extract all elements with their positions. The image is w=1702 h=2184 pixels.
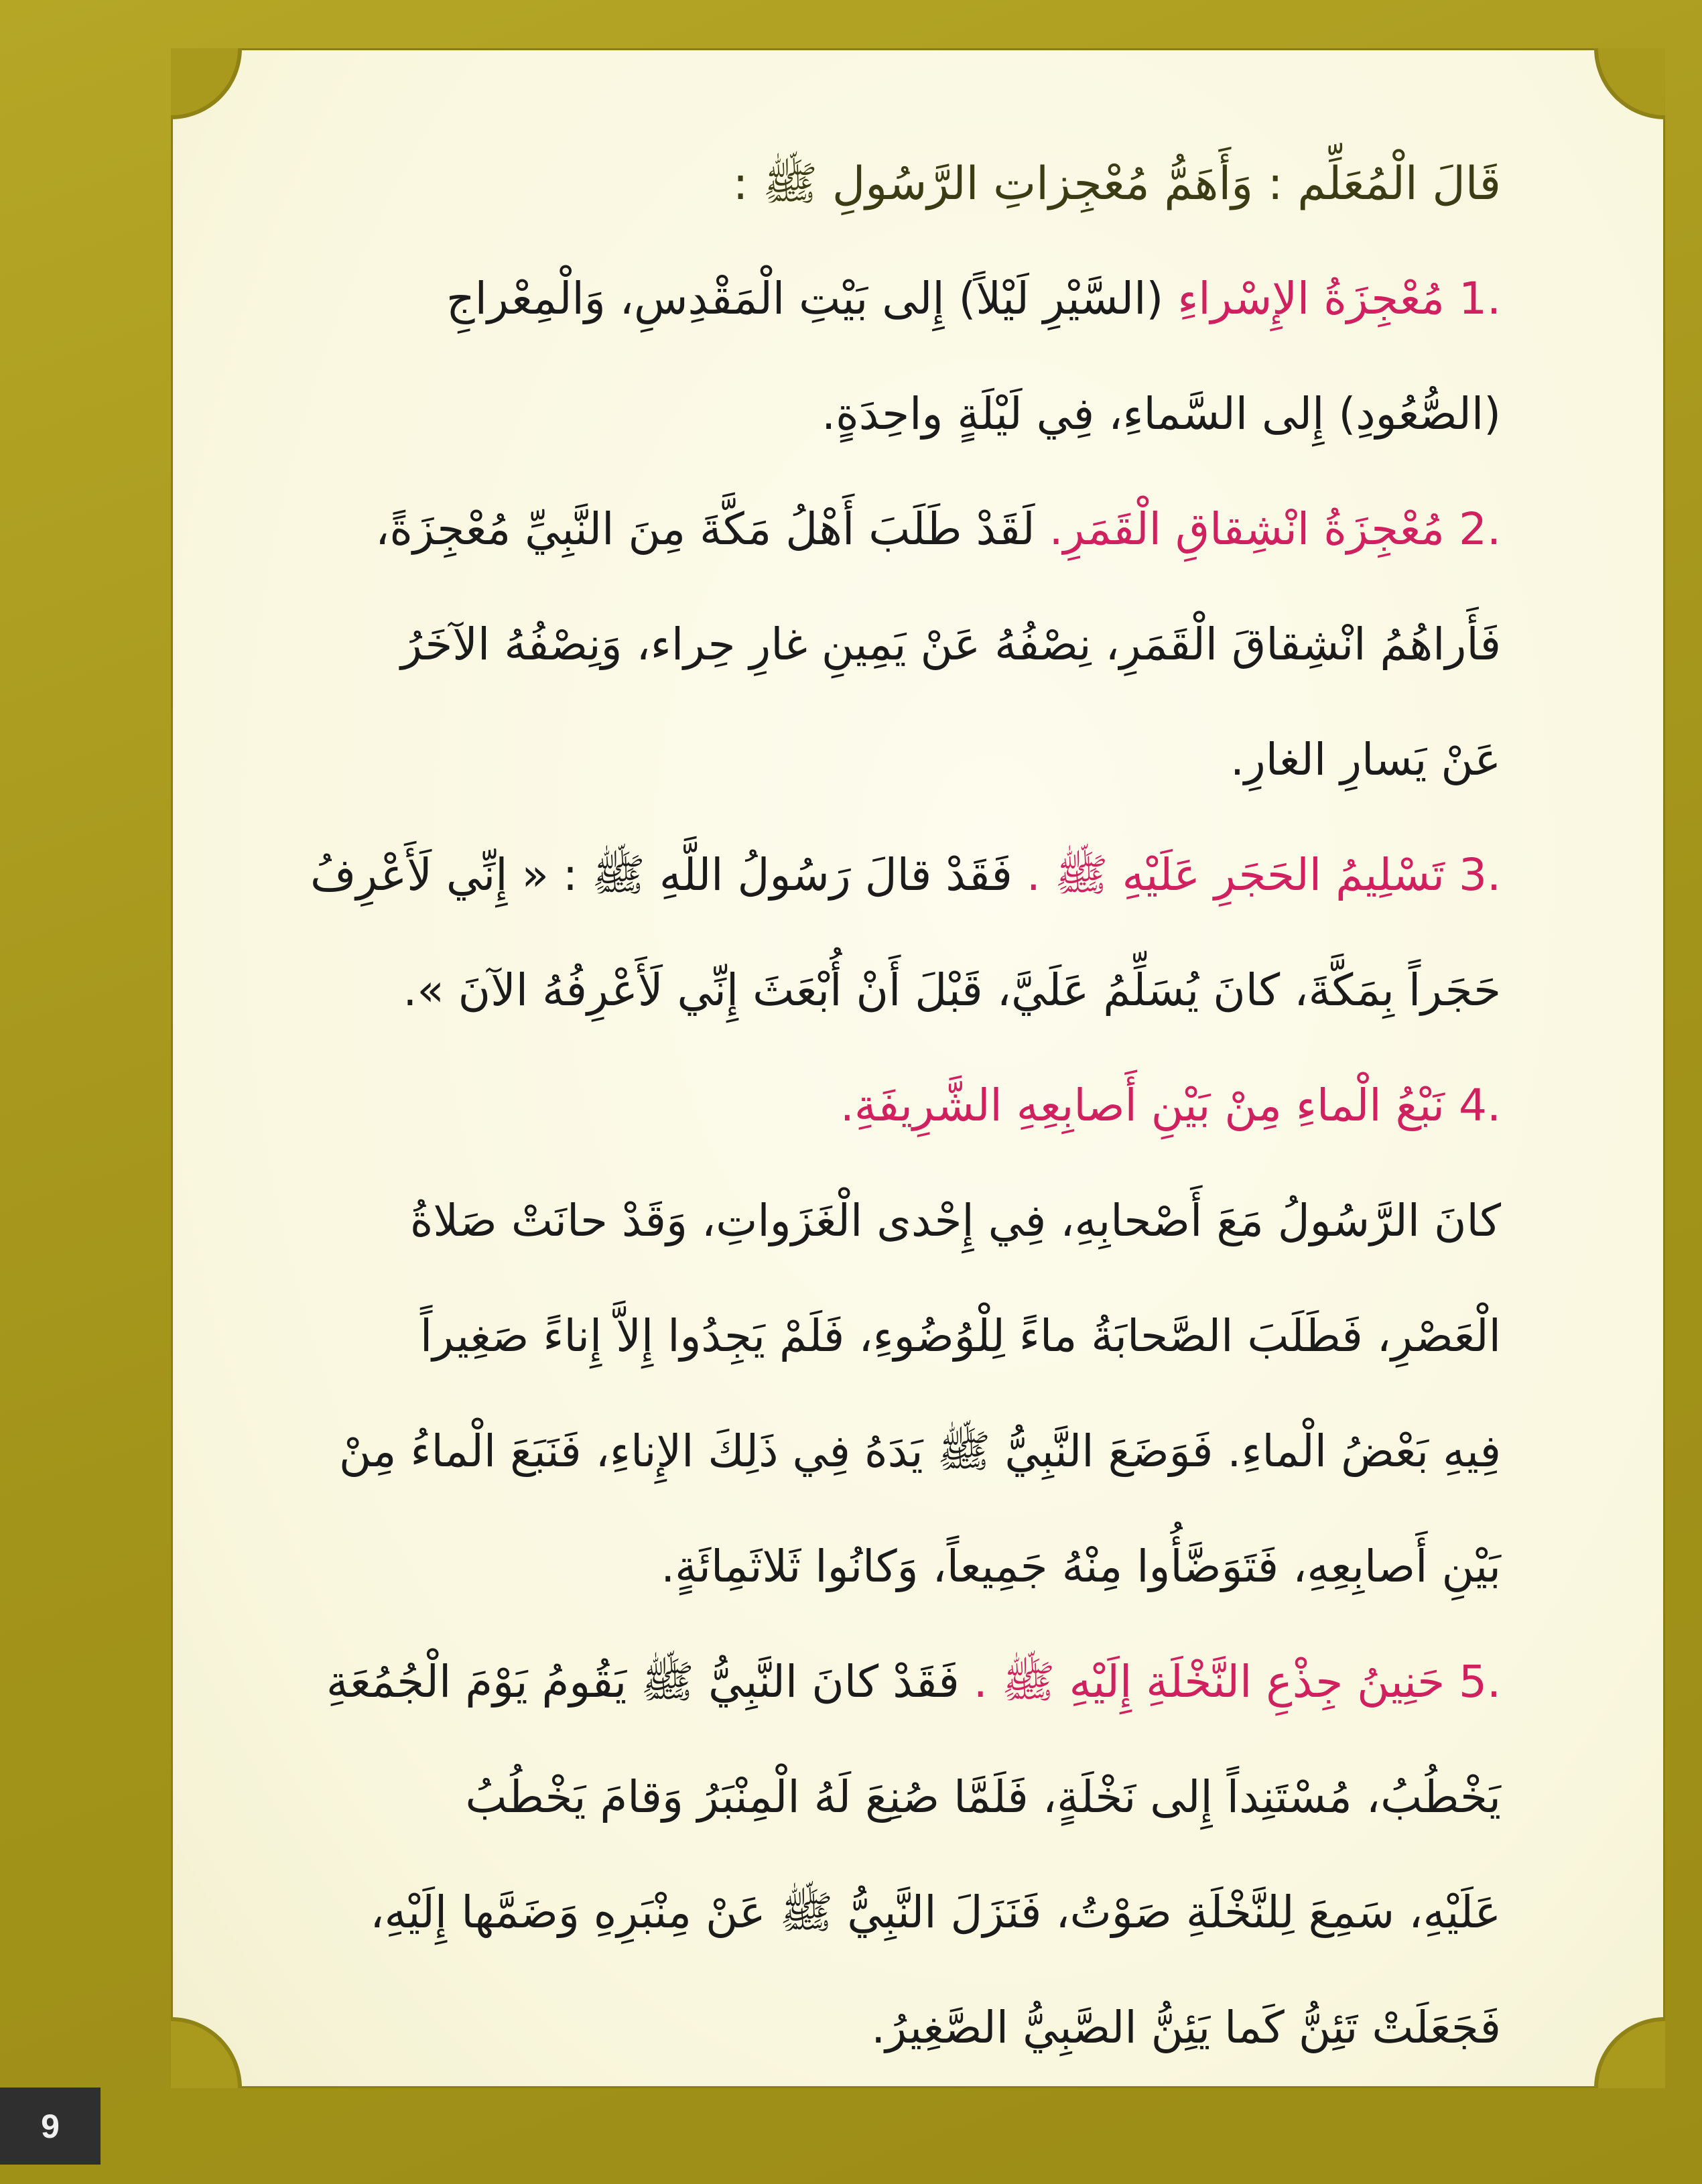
lesson-content — [228, 134, 1501, 2085]
item-line: فَأَراهُمُ انْشِقاقَ الْقَمَرِ، نِصْفُهُ عَنْ يَمِينِ غارِ حِراء، وَنِصْفُهُ الآخَرُ — [401, 619, 1501, 670]
corner-notch-top-left — [171, 48, 238, 115]
item-line — [228, 1624, 1501, 1740]
item-text: (السَّيْرِ لَيْلاً) إِلى بَيْتِ الْمَقْدِسِ، وَالْمِعْراجِ — [446, 273, 1164, 324]
page-number: 9 — [0, 2087, 101, 2165]
item-line — [228, 241, 1501, 357]
lesson-heading: قَالَ الْمُعَلِّم : وَأَهَمُّ مُعْجِزاتِ الرَّسُولِ ﷺ : — [732, 157, 1501, 210]
miracle-item-1 — [228, 241, 1501, 472]
item-number: .1 — [1459, 273, 1501, 324]
miracle-item-3 — [228, 818, 1501, 1048]
item-line: فَجَعَلَتْ تَئِنُّ كَما يَئِنُّ الصَّبِيُّ الصَّغِيرُ. — [871, 2002, 1501, 2053]
miracle-item-4 — [228, 1048, 1501, 1624]
item-text: فَقَدْ قالَ رَسُولُ اللَّهِ ﷺ : « إِنِّي لَأَعْرِفُ — [310, 849, 1012, 901]
item-title: حَنِينُ جِذْعِ النَّخْلَةِ إِلَيْهِ ﷺ . — [973, 1656, 1445, 1708]
corner-notch-bottom-right — [1598, 2021, 1665, 2088]
item-line — [228, 818, 1501, 933]
corner-notch-top-right — [1598, 48, 1665, 115]
item-line: يَخْطُبُ، مُسْتَنِداً إِلى نَخْلَةٍ، فَلَمَّا صُنِعَ لَهُ الْمِنْبَرُ وَقامَ يَخْطُبُ — [465, 1771, 1501, 1823]
item-number: .4 — [1459, 1080, 1501, 1131]
item-line: عَلَيْهِ، سَمِعَ لِلنَّخْلَةِ صَوْتُ، فَنَزَلَ النَّبِيُّ ﷺ عَنْ مِنْبَرِهِ وَضَمَّها إِلَيْهِ، — [370, 1886, 1501, 1938]
item-number: .2 — [1459, 503, 1501, 555]
item-title: تَسْلِيمُ الحَجَرِ عَلَيْهِ ﷺ . — [1026, 849, 1445, 901]
item-line — [228, 472, 1501, 587]
item-number: .3 — [1459, 849, 1501, 901]
item-number: .5 — [1459, 1656, 1501, 1708]
item-line — [228, 1048, 1501, 1163]
item-line: الْعَصْرِ، فَطَلَبَ الصَّحابَةُ ماءً لِلْوُضُوءِ، فَلَمْ يَجِدُوا إِلاَّ إِناءً صَغِيراً — [419, 1310, 1501, 1362]
item-line: عَنْ يَسارِ الغارِ. — [1230, 734, 1501, 785]
item-line: فِيهِ بَعْضُ الْماءِ. فَوَضَعَ النَّبِيُّ ﷺ يَدَهُ فِي ذَلِكَ الإِناءِ، فَنَبَعَ الْماءُ مِنْ — [338, 1425, 1501, 1477]
item-line: بَيْنِ أَصابِعِهِ، فَتَوَضَّأُوا مِنْهُ جَمِيعاً، وَكانُوا ثَلاثَمِائَةٍ. — [661, 1541, 1501, 1592]
item-title: مُعْجِزَةُ انْشِقاقِ الْقَمَرِ. — [1049, 503, 1445, 555]
miracle-item-5 — [228, 1624, 1501, 2085]
item-line: كانَ الرَّسُولُ مَعَ أَصْحابِهِ، فِي إِحْدى الْغَزَواتِ، وَقَدْ حانَتْ صَلاةُ — [409, 1195, 1501, 1246]
item-title: نَبْعُ الْماءِ مِنْ بَيْنِ أَصابِعِهِ الشَّرِيفَةِ. — [840, 1080, 1445, 1131]
item-text: فَقَدْ كانَ النَّبِيُّ ﷺ يَقُومُ يَوْمَ الْجُمُعَةِ — [326, 1656, 960, 1708]
item-text: لَقَدْ طَلَبَ أَهْلُ مَكَّةَ مِنَ النَّبِيِّ مُعْجِزَةً، — [375, 503, 1035, 555]
item-line: حَجَراً بِمَكَّةَ، كانَ يُسَلِّمُ عَلَيَّ، قَبْلَ أَنْ أُبْعَثَ إِنِّي لَأَعْرِفُهُ الآنَ ». — [403, 964, 1501, 1016]
item-line: (الصُّعُودِ) إِلى السَّماءِ، فِي لَيْلَةٍ واحِدَةٍ. — [822, 388, 1501, 440]
miracle-item-2 — [228, 472, 1501, 818]
item-title: مُعْجِزَةُ الإِسْراءِ — [1177, 273, 1445, 324]
